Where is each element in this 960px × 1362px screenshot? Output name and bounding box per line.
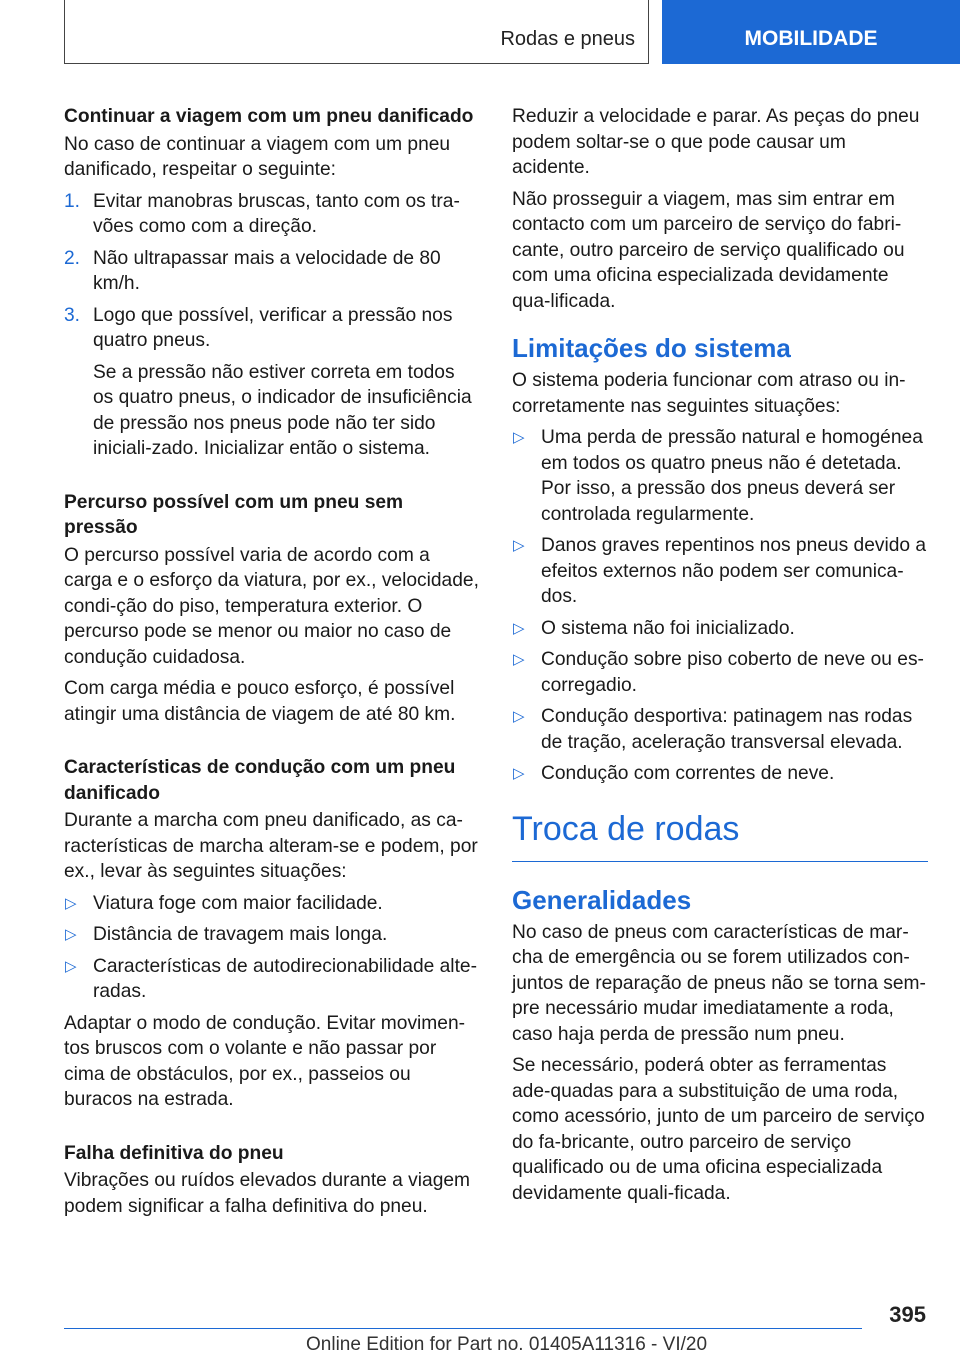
step-text: Evitar manobras bruscas, tanto com os tra-vões como com a direção. — [93, 190, 460, 237]
triangle-bullet-icon: ▷ — [513, 537, 525, 554]
footer-divider — [64, 1328, 862, 1329]
step-number: 2. — [64, 247, 81, 269]
list-item: ▷ Viatura foge com maior facilidade. — [64, 891, 480, 917]
paragraph: Se necessário, poderá obter as ferramentas ade-quadas para a substituição de uma roda, como acessório, junto de um parceiro de serviço do fa-bricante, outro parceiro de serviço qualificado ou de uma oficina especializada devidamente quali-ficada. — [512, 1055, 925, 1204]
list-item: ▷ Distância de travagem mais longa. — [64, 922, 480, 948]
paragraph: O percurso possível varia de acordo com a carga e o esforço da viatura, por ex., velocidade, condi-ção do piso, temperatura exterior. O percurso pode se menor ou maior no caso de condução cuidadosa. — [64, 544, 479, 668]
heading-system-limits: Limitações do sistema — [512, 333, 791, 363]
list-item — [64, 246, 480, 297]
list-item: ▷ Condução desportiva: patinagem nas rodas de tração, aceleração transversal elevada. — [513, 706, 913, 753]
paragraph: Durante a marcha com pneu danificado, as ca-racterísticas de marcha alteram-se e podem, por ex., levar às seguintes situações: — [64, 810, 478, 882]
paragraph: Reduzir a velocidade e parar. As peças do pneu podem soltar-se o que pode causar um acidente. — [512, 106, 920, 178]
triangle-bullet-icon: ▷ — [65, 894, 77, 912]
step-extra: Se a pressão não estiver correta em todos os quatro pneus, o indicador de insuficiência de pressão nos pneus pode não ter sido iniciali-zado. Inicializar então o sistema. — [93, 361, 472, 459]
list-item — [64, 303, 480, 462]
list-item: ▷ Danos graves repentinos nos pneus devido a efeitos externos não podem ser comunica-dos. — [513, 535, 927, 607]
paragraph: No caso de pneus com características de mar-cha de emergência ou se forem utilizados con-juntos de reparação de pneus não se torna sem-pre necessário mudar imediatamente a roda, caso haja perda de pressão num pneu. — [512, 921, 926, 1045]
heading-possible-distance: Percurso possível com um pneu sem pressão — [64, 491, 404, 538]
triangle-bullet-icon: ▷ — [513, 708, 525, 725]
right-column — [512, 104, 928, 1212]
heading-continue-damaged: Continuar a viagem com um pneu danificado — [64, 106, 474, 127]
steps-list — [64, 189, 480, 462]
footer-edition: Online Edition for Part no. 01405A11316 - VI/20 — [306, 1334, 708, 1355]
triangle-bullet-icon: ▷ — [65, 926, 77, 943]
chapter-title: Troca de rodas — [512, 809, 928, 862]
paragraph: No caso de continuar a viagem com um pneu danificado, respeitar o seguinte: — [64, 133, 451, 180]
list-item: ▷ Uma perda de pressão natural e homogénea em todos os quatro pneus não é detetada. Por isso, a pressão dos pneus deverá ser controlada regularmente. — [513, 427, 923, 525]
step-number: 3. — [64, 304, 81, 326]
heading-general: Generalidades — [512, 884, 692, 915]
paragraph: O sistema poderia funcionar com atraso ou in-corretamente nas seguintes situações: — [512, 370, 906, 417]
list-item: ▷ Condução sobre piso coberto de neve ou es-corregadio. — [513, 649, 924, 696]
triangle-bullet-icon: ▷ — [513, 429, 525, 446]
heading-definitive-failure: Falha definitiva do pneu — [64, 1142, 284, 1164]
paragraph: Não prosseguir a viagem, mas sim entrar em contacto com um parceiro de serviço do fabri-cante, outro parceiro de serviço qualificado ou com uma oficina especializada devidamente qua-lificada. — [512, 188, 905, 312]
heading-driving-characteristics: Características de condução com um pneu danificado — [64, 757, 456, 804]
triangle-bullet-icon: ▷ — [65, 957, 77, 975]
list-item: ▷ Condução com correntes de neve. — [512, 761, 928, 787]
left-column — [64, 104, 480, 1225]
paragraph: Com carga média e pouco esforço, é possível atingir uma distância de viagem de até 80 km. — [64, 678, 456, 725]
triangle-bullet-icon: ▷ — [513, 765, 525, 782]
bullet-list — [64, 891, 480, 1005]
triangle-bullet-icon: ▷ — [513, 619, 525, 637]
list-item: ▷ Características de autodirecionabilidade alte-radas. — [65, 955, 477, 1002]
paragraph: Adaptar o modo de condução. Evitar movimen-tos bruscos com o volante e não passar por cima de obstáculos, por ex., passeios ou buracos na estrada. — [64, 1012, 466, 1110]
paragraph: Vibrações ou ruídos elevados durante a viagem podem significar a falha definitiva do pneu. — [64, 1170, 471, 1217]
step-text: Logo que possível, verificar a pressão nos quatro pneus. — [93, 304, 453, 351]
section-title: Rodas e pneus — [500, 28, 635, 50]
triangle-bullet-icon: ▷ — [513, 651, 525, 668]
list-item — [64, 189, 480, 240]
page-header — [0, 0, 960, 66]
list-item: ▷ O sistema não foi inicializado. — [512, 616, 928, 642]
bullet-list — [512, 425, 928, 787]
page-number: 395 — [889, 1302, 926, 1327]
step-text: Não ultrapassar mais a velocidade de 80 km/h. — [93, 247, 441, 294]
chapter-tab: MOBILIDADE — [662, 0, 960, 64]
step-number: 1. — [64, 190, 81, 212]
